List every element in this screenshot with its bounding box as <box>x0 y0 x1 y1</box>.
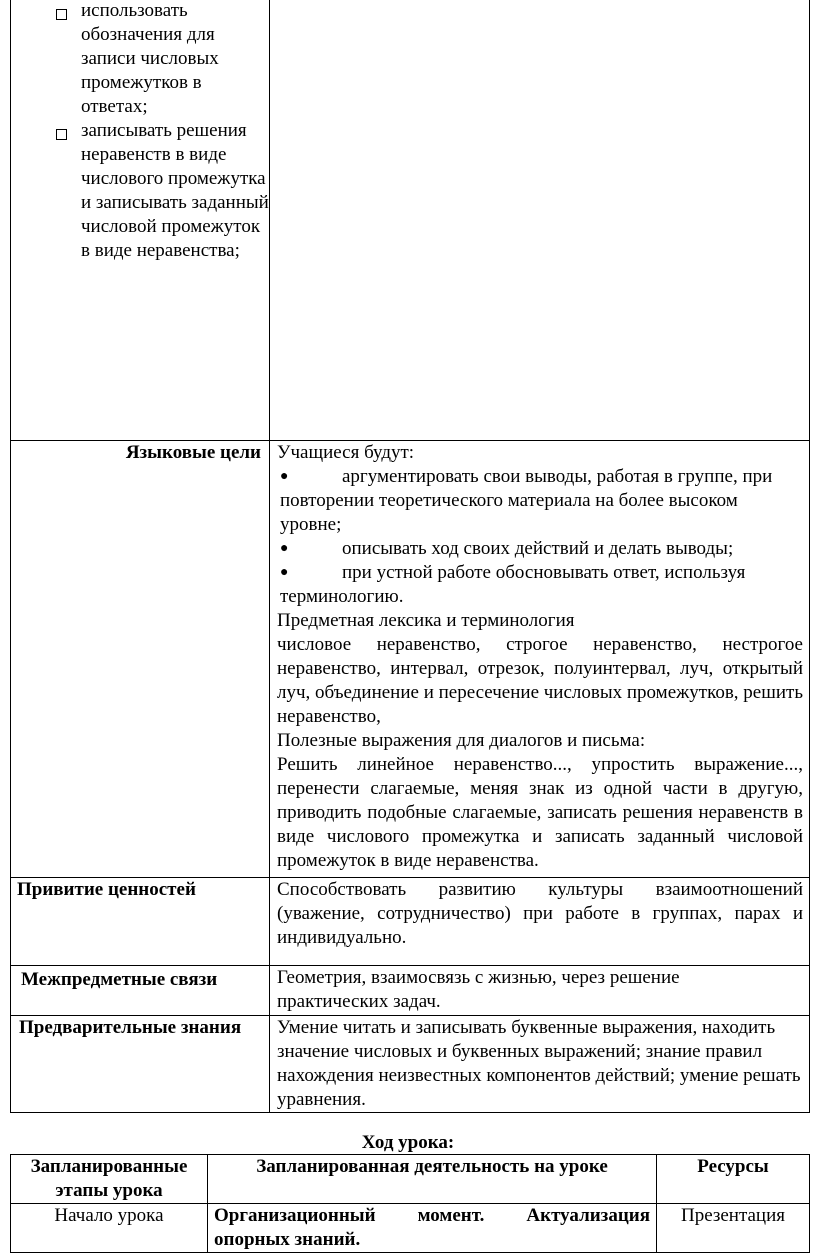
checkbox-icon <box>56 9 67 20</box>
header-stages: Запланированные этапы урока <box>11 1155 208 1204</box>
language-goals-label: Языковые цели <box>11 441 270 878</box>
header-activity: Запланированная деятельность на уроке <box>208 1155 657 1204</box>
lesson-progress-title: Ход урока: <box>361 1132 455 1153</box>
skills-row <box>11 0 810 441</box>
bullet-text: аргументировать свои выводы, работая в группе, при повторении теоретического материала на более высоком уровне; <box>280 466 773 535</box>
cross-curricular-row <box>11 966 810 1016</box>
values-row <box>11 878 810 966</box>
skill-item <box>11 0 269 119</box>
header-resources: Ресурсы <box>657 1155 810 1204</box>
bullet-icon: ● <box>280 565 289 580</box>
empty-cell <box>270 0 810 441</box>
phrases-title: Полезные выражения для диалогов и письма: <box>277 730 646 751</box>
skill-text: записывать решения неравенств в виде числового промежутка и записывать заданный числовой промежуток в виде неравенства; <box>81 120 269 261</box>
bullet-text: описывать ход своих действий и делать выводы; <box>342 538 734 559</box>
skill-item <box>11 119 269 263</box>
checkbox-icon <box>56 129 67 140</box>
header-row <box>11 1155 810 1204</box>
cross-curricular-text: Геометрия, взаимосвязь с жизнью, через решение практических задач. <box>270 966 810 1016</box>
language-goals-row <box>11 441 810 878</box>
vocab-title: Предметная лексика и терминология <box>277 610 575 631</box>
resources-cell: Презентация <box>657 1204 810 1253</box>
table-row <box>11 1204 810 1253</box>
skill-text: использовать обозначения для записи числовых промежутков в ответах; <box>81 0 219 117</box>
bullet-text: при устной работе обосновывать ответ, используя терминологию. <box>280 562 746 607</box>
activity-cell: Организационный момент. Актуализация опорных знаний. <box>208 1204 657 1253</box>
prior-knowledge-row <box>11 1016 810 1113</box>
lesson-progress-table <box>10 1154 810 1253</box>
lesson-plan-table <box>10 0 810 1113</box>
bullet-item <box>277 465 803 537</box>
vocab-text: числовое неравенство, строгое неравенство, нестрогое неравенство, интервал, отрезок, полуинтервал, луч, открытый луч, объединение и пересечение числовых промежутков, решить неравенство, <box>277 634 804 727</box>
bullet-icon: ● <box>280 541 289 556</box>
bullet-item <box>277 561 803 609</box>
prior-knowledge-label: Предварительные знания <box>11 1016 270 1113</box>
stage-cell: Начало урока <box>11 1204 208 1253</box>
language-goals-content <box>270 441 810 878</box>
prior-knowledge-text: Умение читать и записывать буквенные выражения, находить значение числовых и буквенных выражений; знание правил нахождения неизвестных компонентов действий; умение решать уравнения. <box>270 1016 810 1113</box>
cross-curricular-label: Межпредметные связи <box>11 966 270 1016</box>
values-text: Способствовать развитию культуры взаимоотношений (уважение, сотрудничество) при работе в группах, парах и индивидуально. <box>270 878 810 966</box>
skills-cell <box>11 0 270 441</box>
phrases-text: Решить линейное неравенство..., упростить выражение..., перенести слагаемые, меняя знак из одной части в другую, приводить подобные слагаемые, записать решения неравенств в виде числового промежутка и записать заданный числовой промежуток в виде неравенства. <box>277 754 803 871</box>
language-intro: Учащиеся будут: <box>277 442 415 463</box>
bullet-icon: ● <box>280 469 289 484</box>
bullet-item <box>277 537 803 561</box>
values-label: Привитие ценностей <box>11 878 270 966</box>
